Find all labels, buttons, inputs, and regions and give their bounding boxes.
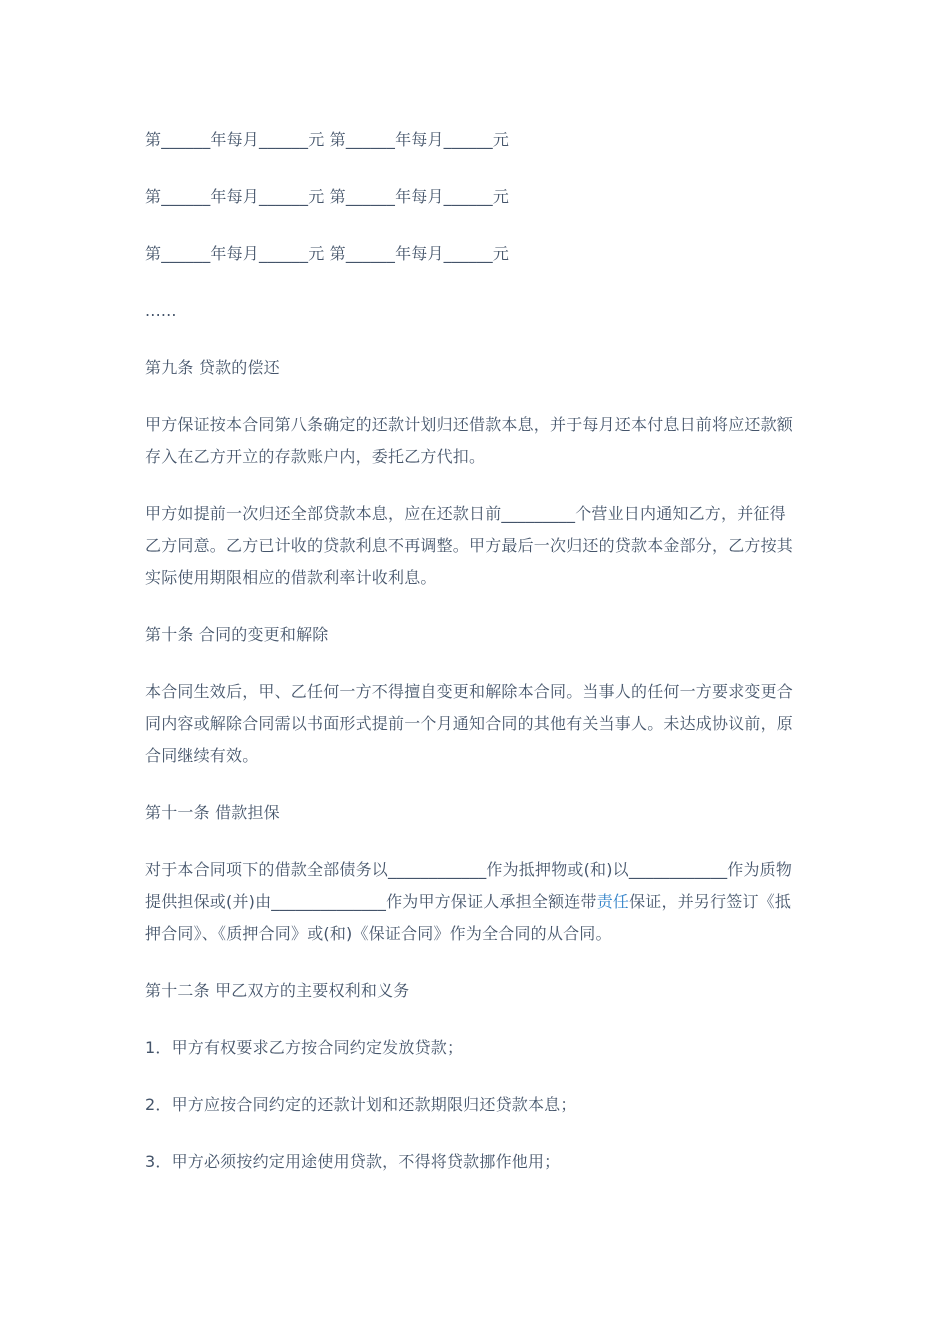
repayment-schedule-line: 第______年每月______元 第______年每月______元 [145, 187, 510, 206]
article-9-paragraph-2: 甲方如提前一次归还全部贷款本息，应在还款日前_________个营业日内通知乙方，并征得乙方同意。乙方已计收的贷款利息不再调整。甲方最后一次归还的贷款本金部分，乙方按其实际使用期限相应的借款利率计收利息。 [145, 504, 794, 587]
section-heading-article-10: 第十条 合同的变更和解除 [145, 625, 329, 644]
article-12-list-item-1: 1．甲方有权要求乙方按合同约定发放贷款； [145, 1038, 464, 1057]
section-heading-article-9: 第九条 贷款的偿还 [145, 358, 280, 377]
repayment-schedule-line: 第______年每月______元 第______年每月______元 [145, 244, 510, 263]
ellipsis-line: ...... [145, 301, 177, 320]
article-10-paragraph-1: 本合同生效后，甲、乙任何一方不得擅自变更和解除本合同。当事人的任何一方要求变更合同内容或解除合同需以书面形式提前一个月通知合同的其他有关当事人。未达成协议前，原合同继续有效。 [145, 682, 794, 765]
article-9-paragraph-1: 甲方保证按本合同第八条确定的还款计划归还借款本息，并于每月还本付息日前将应还款额存入在乙方开立的存款账户内，委托乙方代扣。 [145, 415, 794, 466]
section-heading-article-11: 第十一条 借款担保 [145, 803, 280, 822]
article-12-list-item-3: 3．甲方必须按约定用途使用贷款，不得将贷款挪作他用； [145, 1152, 561, 1171]
article-11-paragraph-1 [145, 854, 800, 950]
article-12-list-item-2: 2．甲方应按合同约定的还款计划和还款期限归还贷款本息； [145, 1095, 577, 1114]
article-11-text-after-link: 保证，并另行签订《抵押合同》、《质押合同》或(和)《保证合同》作为全合同的从合同。 [145, 892, 792, 943]
repayment-schedule-line: 第______年每月______元 第______年每月______元 [145, 130, 510, 149]
section-heading-article-12: 第十二条 甲乙双方的主要权利和义务 [145, 981, 410, 1000]
zeren-inline-link[interactable]: 责任 [596, 892, 630, 911]
article-11-text-before-link: 对于本合同项下的借款全部债务以____________作为抵押物或(和)以____________作为质物提供担保或(并)由______________作为甲方保证人承担全额连带 [145, 860, 793, 911]
